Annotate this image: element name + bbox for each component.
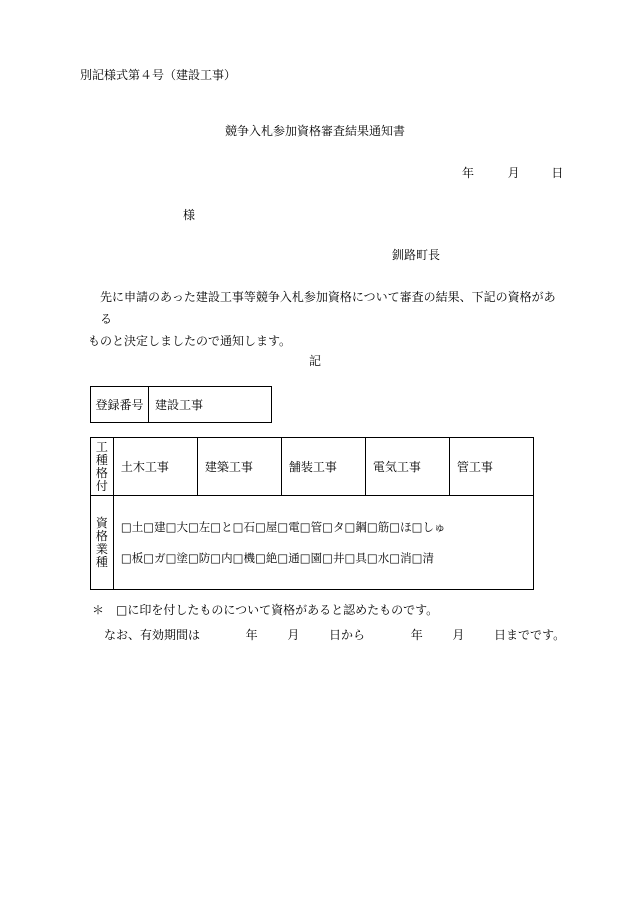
qualification-table bbox=[90, 437, 534, 590]
validity-until: 日までです。 bbox=[494, 628, 566, 642]
industry-header-text: 資 格 業 種 bbox=[95, 515, 108, 569]
industry-checkboxes bbox=[113, 496, 533, 590]
checkbox-line-1: □土□建□大□左□と□石□屋□電□管□タ□鋼□筋□ほ□しゅ bbox=[120, 519, 446, 534]
body-line-1: 先に申請のあった建設工事等競争入札参加資格について審査の結果、下記の資格がある bbox=[100, 290, 556, 326]
category-cell: 舗装工事 bbox=[281, 438, 365, 496]
body-line-2: ものと決定しましたので通知します。 bbox=[88, 334, 292, 348]
validity-from-year: 年 bbox=[245, 628, 258, 642]
sender-name: 釧路町長 bbox=[392, 248, 441, 262]
date-day: 日 bbox=[551, 166, 564, 180]
validity-from: 日から bbox=[329, 628, 366, 642]
table-row bbox=[91, 438, 534, 496]
industry-header bbox=[91, 496, 114, 590]
date-year: 年 bbox=[462, 166, 475, 180]
addressee: 様 bbox=[183, 208, 196, 222]
ki-heading: 記 bbox=[308, 354, 321, 368]
category-cell: 管工事 bbox=[449, 438, 533, 496]
document-title: 競争入札参加資格審査結果通知書 bbox=[224, 124, 405, 138]
grade-header bbox=[91, 438, 114, 496]
validity-from-month: 月 bbox=[287, 628, 300, 642]
registration-table bbox=[90, 386, 272, 423]
date-month: 月 bbox=[507, 166, 520, 180]
body-paragraph bbox=[88, 286, 558, 352]
note-validity bbox=[104, 626, 565, 643]
category-cell: 土木工事 bbox=[113, 438, 197, 496]
validity-until-year: 年 bbox=[410, 628, 423, 642]
category-cell: 電気工事 bbox=[365, 438, 449, 496]
note-asterisk: ＊ □に印を付したものについて資格があると認めたものです。 bbox=[92, 603, 439, 617]
registration-value: 建設工事 bbox=[149, 387, 272, 423]
registration-label: 登録番号 bbox=[91, 387, 149, 423]
validity-prefix: なお、有効期間は bbox=[104, 628, 201, 642]
grade-header-text: 工 種 格 付 bbox=[95, 439, 108, 493]
validity-until-month: 月 bbox=[452, 628, 465, 642]
checkbox-line-2: □板□ガ□塗□防□内□機□絶□通□園□井□具□水□消□清 bbox=[120, 550, 434, 565]
table-row bbox=[91, 496, 534, 590]
form-number: 別記様式第４号（建設工事） bbox=[80, 68, 237, 82]
category-cell: 建築工事 bbox=[197, 438, 281, 496]
date-line bbox=[462, 164, 563, 181]
